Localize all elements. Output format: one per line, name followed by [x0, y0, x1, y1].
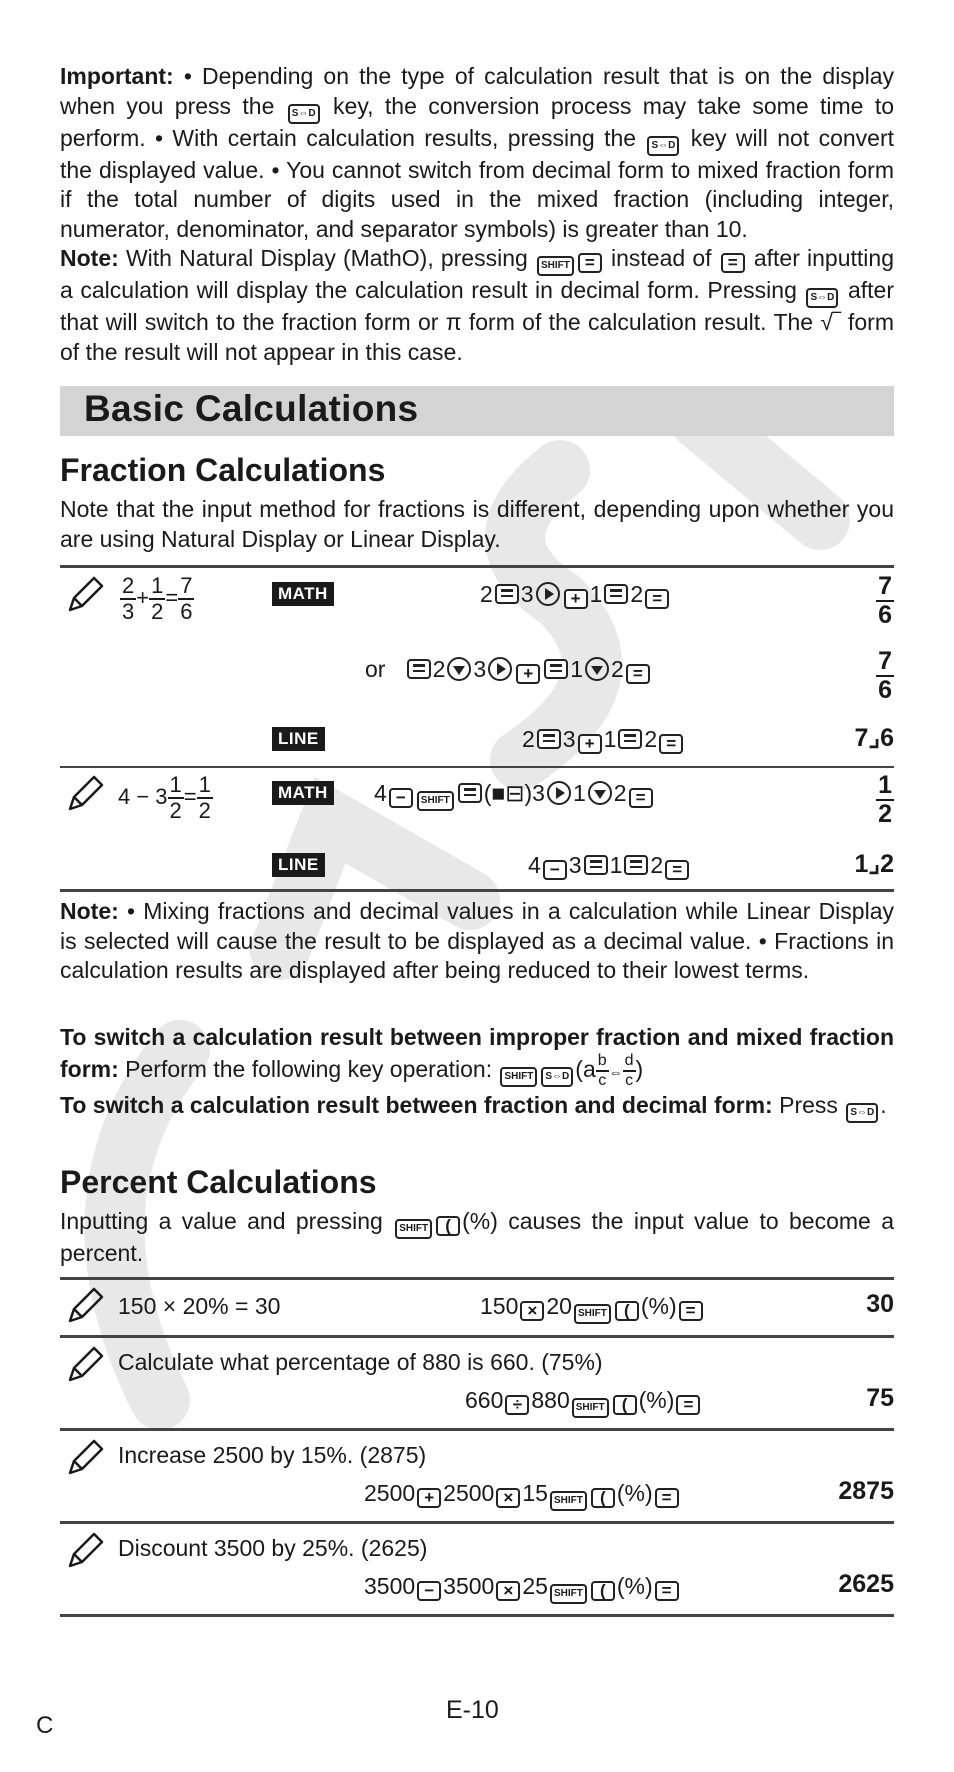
corner-mark: C: [36, 1712, 54, 1739]
pencil-icon: [64, 775, 104, 815]
fraction-key-icon: [544, 659, 568, 679]
mixed-fraction-label: (■⊟): [483, 780, 533, 806]
equals-key-icon: =: [659, 734, 683, 754]
or-label: or: [365, 656, 386, 682]
sd-key-icon: S⇔D: [846, 1103, 878, 1123]
table-rule: [60, 1277, 894, 1280]
fraction-intro: Note that the input method for fractions is different, depending upon whether you are using Natural Display or Linear Display.: [60, 496, 894, 552]
times-key-icon: ×: [496, 1488, 520, 1508]
paren-key-icon: (: [613, 1395, 637, 1415]
important-text-2: key, the conversion process may take some time to perform. • With certain calculation results, pressing the: [60, 92, 894, 151]
math-tag: MATH: [272, 582, 334, 606]
fraction-key-icon: [604, 584, 628, 604]
pencil-icon: [64, 1532, 104, 1572]
right-arrow-key-icon: [547, 781, 571, 805]
equals-key-icon: =: [665, 860, 689, 880]
example2-expression: 4 − 3 $\frac{1}{2}$ = $\frac{1}{2}$: [118, 772, 211, 823]
table-rule: [60, 1335, 894, 1338]
pencil-icon: [64, 1439, 104, 1479]
example1-expression: $\frac{2}{3}$ + $\frac{1}{2}$ = $\frac{7}{6}$: [122, 573, 193, 624]
percent-row-result: 2875: [838, 1477, 894, 1505]
paren-key-icon: (: [436, 1216, 460, 1236]
percent-row-keys: 660 ÷ 880 SHIFT ( (%) =: [465, 1386, 702, 1418]
shift-key-icon: SHIFT: [395, 1219, 432, 1239]
important-text-3: key will not convert the displayed value. • You cannot switch from decimal form to mixed fraction form if the total number of digits used in the mixed fraction (including integer, numerator, denominator, and separator symbols) is greater than 10.: [60, 124, 894, 242]
percent-heading: Percent Calculations: [60, 1164, 377, 1200]
pencil-icon: [64, 1287, 104, 1327]
table-rule: [60, 766, 894, 768]
equals-key-icon: =: [645, 589, 669, 609]
plus-key-icon: +: [564, 589, 588, 609]
shift-key-icon: SHIFT: [550, 1491, 587, 1511]
percent-row-result: 75: [866, 1384, 894, 1412]
important-paragraph: [60, 62, 894, 244]
example1-math-result: $\frac{7}{6}$: [878, 572, 892, 629]
example1-or-result: $\frac{7}{6}$: [878, 647, 892, 704]
equals-key-icon: =: [655, 1581, 679, 1601]
plus-key-icon: +: [516, 664, 540, 684]
percent-row-desc: Increase 2500 by 15%. (2875): [118, 1442, 427, 1468]
line-tag: LINE: [272, 853, 325, 877]
pencil-icon: [64, 576, 104, 616]
switch-fraction-decimal: To switch a calculation result between fraction and decimal form: Press S⇔D .: [60, 1091, 894, 1123]
section-title: Basic Calculations: [84, 388, 419, 429]
fraction-key-icon: [407, 659, 431, 679]
shift-key-icon: SHIFT: [537, 256, 574, 276]
example1-line-keys: 2 3 + 1 2 =: [522, 725, 685, 754]
equals-key-icon: =: [676, 1395, 700, 1415]
shift-key-icon: SHIFT: [500, 1067, 537, 1087]
example1-math-keys: 2 3 + 1 2 =: [480, 580, 671, 609]
pencil-icon: [64, 1346, 104, 1386]
example1-line-result: 7⌟6: [854, 724, 894, 752]
important-label: Important:: [60, 63, 174, 89]
fraction-key-icon: [584, 855, 608, 875]
sd-key-icon: S⇔D: [647, 136, 679, 156]
fraction-key-icon: [624, 855, 648, 875]
fraction-key-icon: [618, 729, 642, 749]
paren-key-icon: (: [615, 1301, 639, 1321]
times-key-icon: ×: [496, 1581, 520, 1601]
page-number: E-10: [446, 1696, 499, 1724]
minus-key-icon: −: [417, 1581, 441, 1601]
shift-key-icon: SHIFT: [550, 1584, 587, 1604]
minus-key-icon: −: [543, 860, 567, 880]
right-arrow-key-icon: [536, 582, 560, 606]
percent-row-result: 30: [866, 1290, 894, 1318]
note-text-4: after that will switch to the fraction form or π form of the calculation result. The √‾ form of the result will not appear in this case.: [60, 277, 894, 365]
example2-line-result: 1⌟2: [854, 850, 894, 878]
shift-key-icon: SHIFT: [574, 1304, 611, 1324]
percent-row-keys: 150 × 20 SHIFT ( (%) =: [480, 1292, 705, 1324]
shift-key-icon: SHIFT: [417, 791, 454, 811]
table-rule: [60, 1428, 894, 1431]
table-rule: [60, 1521, 894, 1524]
note-text-3: after inputting a calculation will display the calculation result in decimal form. Pressing: [60, 245, 894, 303]
equals-key-icon: =: [626, 664, 650, 684]
percent-intro: Inputting a value and pressing SHIFT ( (%) causes the input value to become a percent.: [60, 1208, 894, 1266]
percent-row-desc: Discount 3500 by 25%. (2625): [118, 1535, 428, 1561]
note-label: Note:: [60, 245, 119, 271]
fraction-key-icon: [537, 729, 561, 749]
equals-key-icon: =: [629, 788, 653, 808]
example2-math-keys: 4 − SHIFT (■⊟)3 1 2 =: [374, 779, 655, 811]
math-tag: MATH: [272, 781, 334, 805]
table-rule: [60, 889, 894, 892]
line-tag: LINE: [272, 727, 325, 751]
note-paragraph: [60, 244, 894, 367]
percent-row-desc: Calculate what percentage of 880 is 660. (75%): [118, 1349, 603, 1375]
fraction-key-icon: [495, 584, 519, 604]
plus-key-icon: +: [417, 1488, 441, 1508]
example2-math-result: $\frac{1}{2}$: [878, 771, 892, 828]
equals-key-icon: =: [679, 1301, 703, 1321]
percent-row-keys: 3500 − 3500 × 25 SHIFT ( (%) =: [364, 1572, 681, 1604]
example2-line-keys: 4 − 3 1 2 =: [528, 851, 691, 880]
minus-key-icon: −: [389, 788, 413, 808]
percent-row-result: 2625: [838, 1570, 894, 1598]
down-arrow-key-icon: [447, 657, 471, 681]
note-text-2: instead of: [603, 245, 719, 271]
sd-key-icon: S⇔D: [806, 288, 838, 308]
paren-key-icon: (: [591, 1581, 615, 1601]
plus-key-icon: +: [578, 734, 602, 754]
switch-improper-mixed: To switch a calculation result between improper fraction and mixed fraction form: Perform the following key operation: SHIFT S⇔D (a $\frac{b}{c}$ ⇔ $\frac{d}{c}$ ): [60, 1024, 894, 1089]
example1-or-keys: or 2 3 + 1 2 =: [365, 655, 652, 684]
fraction-key-icon: [458, 783, 482, 803]
percent-row-keys: 2500 + 2500 × 15 SHIFT ( (%) =: [364, 1479, 681, 1511]
table-rule: [60, 1614, 894, 1617]
down-arrow-key-icon: [588, 781, 612, 805]
equals-key-icon: =: [721, 253, 745, 273]
fraction-note: Note: • Mixing fractions and decimal values in a calculation while Linear Display is selected will cause the result to be displayed as a decimal value. • Fractions in calculation results are displayed after being reduced to their lowest terms.: [60, 898, 894, 983]
note-text-1: With Natural Display (MathO), pressing: [118, 245, 535, 271]
table-rule: [60, 565, 894, 568]
section-header-bar: [60, 386, 894, 436]
percent-row-desc: 150 × 20% = 30: [118, 1293, 281, 1319]
paren-key-icon: (: [591, 1488, 615, 1508]
right-arrow-key-icon: [488, 657, 512, 681]
equals-key-icon: =: [655, 1488, 679, 1508]
sd-key-icon: S⇔D: [288, 104, 320, 124]
shift-key-icon: SHIFT: [572, 1398, 609, 1418]
divide-key-icon: ÷: [505, 1395, 529, 1415]
down-arrow-key-icon: [585, 657, 609, 681]
sd-key-icon: S⇔D: [541, 1067, 573, 1087]
equals-key-icon: =: [578, 253, 602, 273]
times-key-icon: ×: [520, 1301, 544, 1321]
important-text-1: • Depending on the type of calculation result that is on the display when you press the: [60, 63, 894, 119]
fraction-heading: Fraction Calculations: [60, 452, 386, 488]
